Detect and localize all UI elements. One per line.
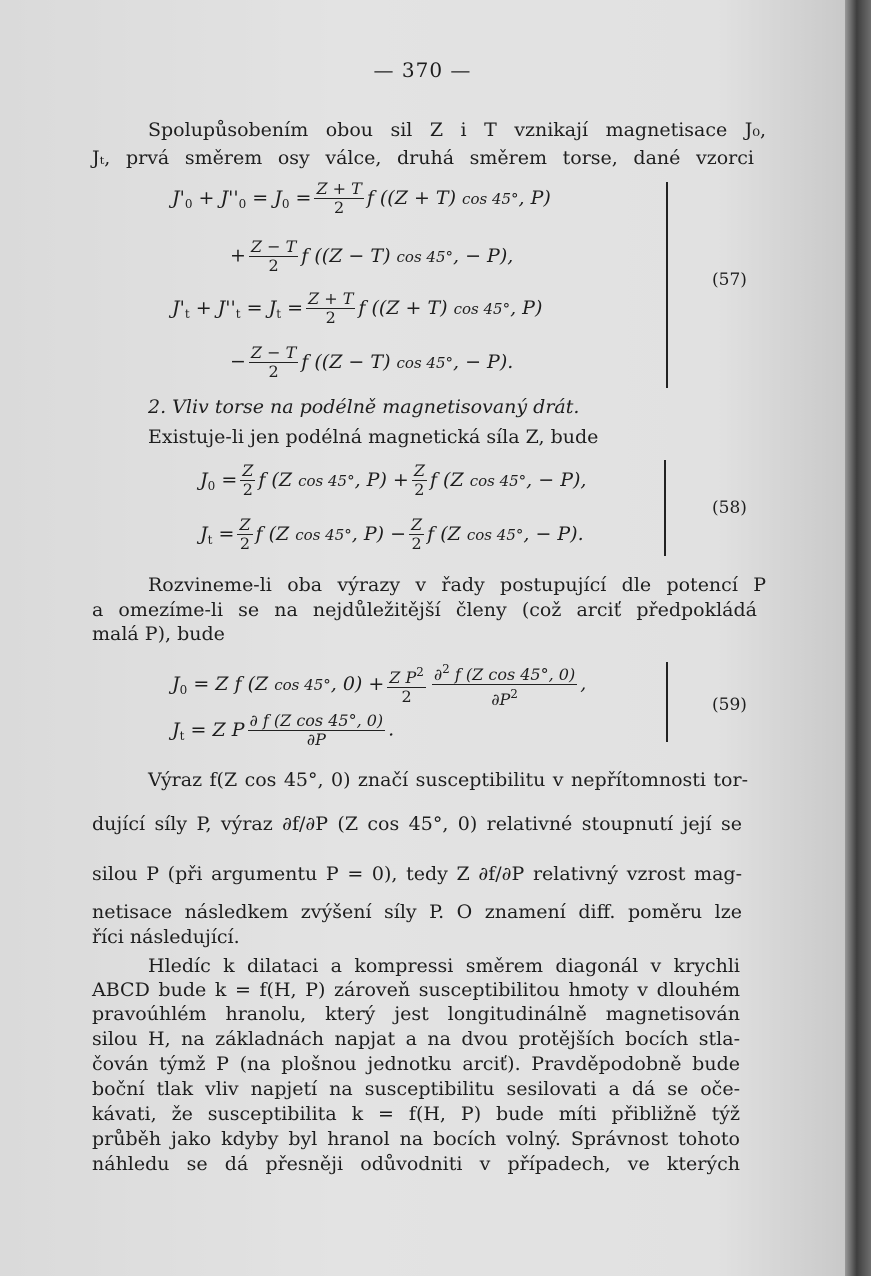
para4-text-1: Výraz f(Z cos 45°, 0) značí susceptibilitu v nepřítomnosti tor- [148,769,748,791]
para4-line-1 [148,768,748,792]
para4-text-4: netisace následkem zvýšení síly P. O znamení diff. poměru lze [92,901,742,923]
eq59-number: (59) [712,695,747,715]
para1-line-2 [92,146,754,170]
eq57-brace [666,182,668,388]
eq59-line-1: $J_0 = Z$ f (Z cos 45°, 0) + $\frac{Z P^2}{2}$ $\frac{\partial^2 f (Z \cos 45^\circ, 0)}{\partial P^2}$ , [172,662,587,709]
eq58-line-1: $J_0$ = $\frac{Z}{2}$ f (Z cos 45°, P) + $\frac{Z}{2}$ f (Z cos 45°, − P), [200,461,587,499]
para5-line-5 [92,1052,740,1076]
para5-line-4 [92,1027,740,1051]
eq58-brace [664,460,666,556]
para1-text-1: Spolupůsobením obou sil Z i T vznikají magnetisace J₀, [148,119,766,141]
para5-line-9 [92,1152,740,1176]
eq57-line-4: − $\frac{Z - T}{2}$ f ((Z − T) cos 45°, − P). [230,343,514,381]
section-heading: 2. Vliv torse na podélně magnetisovaný drát. [148,396,580,418]
eq59-brace [666,662,668,742]
eq58-line-2: $J_t$ = $\frac{Z}{2}$ f (Z cos 45°, P) − $\frac{Z}{2}$ f (Z cos 45°, − P). [200,515,584,553]
eq57-number: (57) [712,270,747,290]
para5-line-8 [92,1127,740,1151]
para4-line-5: říci následující. [92,926,240,948]
para5-text-3: pravoúhlém hranolu, který jest longitudinálně magnetisován [92,1003,740,1025]
eq58-number: (58) [712,498,747,518]
para5-text-6: boční tlak vliv napjetí na susceptibilitu sesilovati a dá se oče- [92,1078,740,1100]
para5-text-9: náhledu se dá přesněji odůvodniti v případech, ve kterých [92,1153,740,1175]
eq57-line-3: $J'_t + J''_t = J_t$ = $\frac{Z + T}{2}$ f ((Z + T) cos 45°, P) [172,289,543,327]
page-number: — 370 — [373,58,472,82]
eq57-line-2: + $\frac{Z - T}{2}$ f ((Z − T) cos 45°, − P), [230,237,514,275]
para4-line-4 [92,900,742,924]
para5-text-8: průběh jako kdyby byl hranol na bocích volný. Správnost tohoto [92,1128,740,1150]
para5-text-1: Hledíc k dilataci a kompressi směrem diagonál v krychli [148,955,740,977]
eq59-line-2: $J_t = Z$ P $\frac{\text{∂ f (Z cos 45°, 0)}}{\partial P}$ . [172,711,395,749]
para4-line-3 [92,862,742,886]
para3-text-2: a omezíme-li se na nejdůležitější členy (což arciť předpokládá [92,599,757,621]
para5-line-7 [92,1102,740,1126]
eq57-line-1: $J'_0 + J''_0 = J_0$ = $\frac{Z + T}{2}$ f ((Z + T) cos 45°, P) [172,179,551,217]
para5-text-7: kávati, že susceptibilita k = f(H, P) bude míti přibližně týž [92,1103,740,1125]
para5-line-6 [92,1077,740,1101]
para5-text-2: ABCD bude k = f(H, P) zároveň susceptibilitou hmoty v dlouhém [92,979,740,1001]
para5-line-2 [92,978,740,1002]
para1-line-1 [148,118,766,142]
para1-text-2: Jₜ, prvá směrem osy válce, druhá směrem torse, dané vzorci [92,147,754,169]
para2: Existuje-li jen podélná magnetická síla Z, bude [148,426,599,448]
para4-line-2 [92,812,742,836]
para5-line-3 [92,1002,740,1026]
para5-line-1 [148,954,740,978]
para3-text-1: Rozvineme-li oba výrazy v řady postupující dle potencí P [148,574,766,596]
para3-line-1 [148,573,766,597]
para3-line-2 [92,598,757,622]
para5-text-4: silou H, na základnách napjat a na dvou protějších bocích stla- [92,1028,740,1050]
para4-text-3: silou P (při argumentu P = 0), tedy Z ∂f/∂P relativný vzrost mag- [92,863,742,885]
book-spine-shadow [845,0,871,1276]
para4-text-2: dující síly P, výraz ∂f/∂P (Z cos 45°, 0) relativné stoupnutí její se [92,813,742,835]
para5-text-5: čován týmž P (na plošnou jednotku arciť). Pravděpodobně bude [92,1053,740,1075]
para3-line-3: malá P), bude [92,623,225,645]
